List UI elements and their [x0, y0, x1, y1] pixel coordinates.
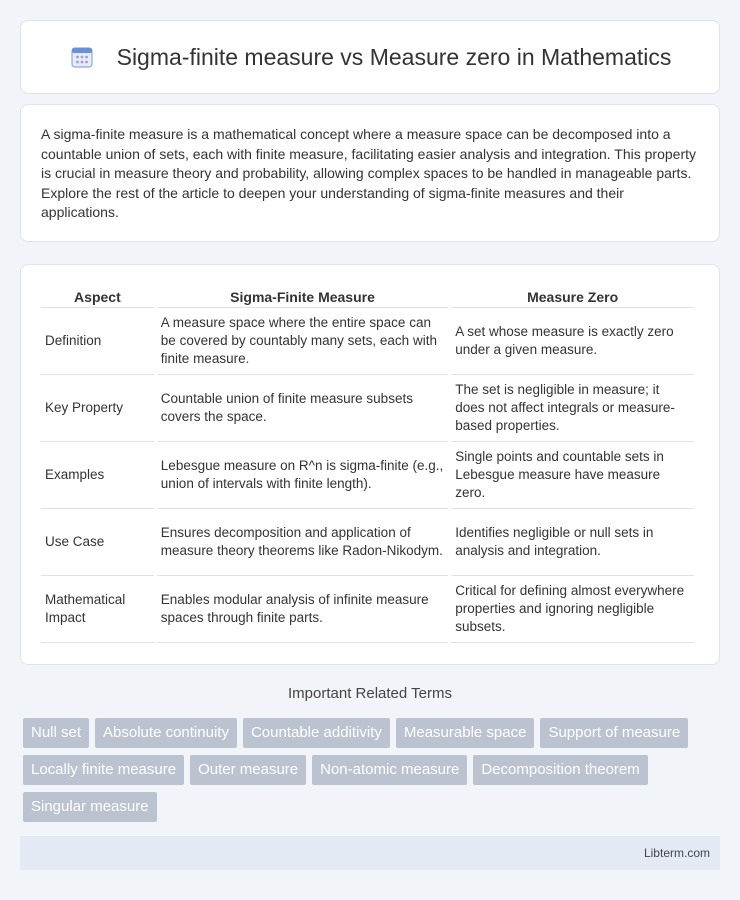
table-row — [41, 576, 694, 643]
title-card — [20, 20, 720, 94]
header-aspect: Aspect — [41, 283, 154, 308]
table-row — [41, 509, 694, 576]
page-title: Sigma-finite measure vs Measure zero in Mathematics — [116, 43, 672, 70]
tag-absolute-continuity[interactable]: Absolute continuity — [95, 718, 237, 748]
comparison-table — [38, 283, 697, 643]
row-measure-zero: The set is negligible in measure; it does not affect integrals or measure-based properties. — [451, 375, 694, 442]
table-row — [41, 308, 694, 375]
tag-outer-measure[interactable]: Outer measure — [190, 755, 306, 785]
footer — [20, 836, 720, 870]
table-row — [41, 375, 694, 442]
tag-decomposition-theorem[interactable]: Decomposition theorem — [473, 755, 647, 785]
row-sigma-finite: Ensures decomposition and application of measure theory theorems like Radon-Nikodym. — [157, 509, 448, 576]
row-sigma-finite: Countable union of finite measure subsets covers the space. — [157, 375, 448, 442]
tag-non-atomic-measure[interactable]: Non-atomic measure — [312, 755, 467, 785]
row-sigma-finite: Enables modular analysis of infinite measure spaces through finite parts. — [157, 576, 448, 643]
header-sigma-finite: Sigma-Finite Measure — [157, 283, 448, 308]
related-terms-heading: Important Related Terms — [288, 685, 452, 702]
row-sigma-finite: Lebesgue measure on R^n is sigma-finite (e.g., union of intervals with finite length). — [157, 442, 448, 509]
row-aspect: Mathematical Impact — [41, 576, 154, 643]
tag-measurable-space[interactable]: Measurable space — [396, 718, 535, 748]
row-aspect: Key Property — [41, 375, 154, 442]
table-row — [41, 442, 694, 509]
intro-paragraph: A sigma-finite measure is a mathematical concept where a measure space can be decomposed into a countable union of sets, each with finite measure, facilitating easier analysis and integration. This property is crucial in measure theory and probability, allowing complex spaces to be handled in manageable parts. Explore the rest of the article to deepen your understanding of sigma-finite measures and their applications. — [41, 126, 696, 221]
row-aspect: Use Case — [41, 509, 154, 576]
tag-locally-finite-measure[interactable]: Locally finite measure — [23, 755, 184, 785]
row-measure-zero: Single points and countable sets in Lebesgue measure have measure zero. — [451, 442, 694, 509]
row-aspect: Definition — [41, 308, 154, 375]
tag-singular-measure[interactable]: Singular measure — [23, 792, 157, 822]
row-measure-zero: Identifies negligible or null sets in analysis and integration. — [451, 509, 694, 576]
row-aspect: Examples — [41, 442, 154, 509]
intro-card — [20, 104, 720, 242]
tag-support-of-measure[interactable]: Support of measure — [540, 718, 688, 748]
table-header-row — [41, 283, 694, 308]
row-measure-zero: Critical for defining almost everywhere properties and ignoring negligible subsets. — [451, 576, 694, 643]
tag-countable-additivity[interactable]: Countable additivity — [243, 718, 390, 748]
related-terms-list — [23, 718, 723, 822]
row-sigma-finite: A measure space where the entire space can be covered by countably many sets, each with finite measure. — [157, 308, 448, 375]
calendar-grid-icon — [69, 44, 95, 70]
header-measure-zero: Measure Zero — [451, 283, 694, 308]
row-measure-zero: A set whose measure is exactly zero under a given measure. — [451, 308, 694, 375]
comparison-table-card — [20, 264, 720, 665]
footer-site-link[interactable]: Libterm.com — [643, 846, 710, 860]
tag-null-set[interactable]: Null set — [23, 718, 89, 748]
